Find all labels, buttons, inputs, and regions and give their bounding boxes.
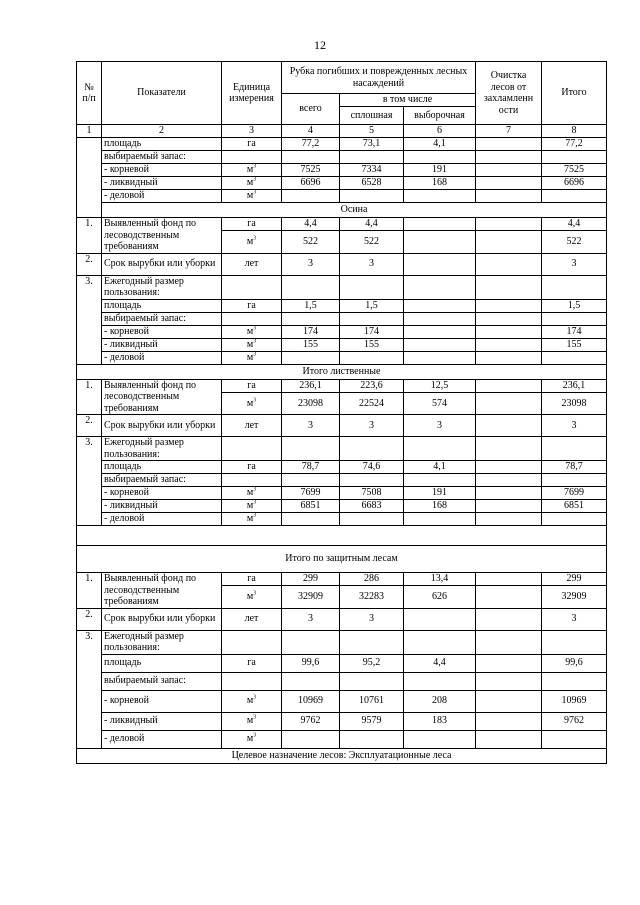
- cell-value: 22524: [340, 392, 404, 414]
- cell-value: 3: [282, 253, 340, 275]
- cell-value: 77,2: [282, 138, 340, 151]
- header-unit: Единица измерения: [222, 62, 282, 125]
- table-row: [77, 573, 607, 586]
- cell-value: 13,4: [404, 573, 476, 586]
- section-title: Итого по защитным лесам: [77, 546, 607, 573]
- header-indicators: Показатели: [102, 62, 222, 125]
- table-row: [77, 608, 607, 630]
- header-total: всего: [282, 94, 340, 125]
- table-row: [77, 415, 607, 437]
- row-label: Ежегодный размер пользования:: [102, 437, 222, 461]
- cell-value: 299: [542, 573, 607, 586]
- table-row: [77, 730, 607, 748]
- cell-value: 7699: [542, 487, 607, 500]
- row-label: площадь: [102, 654, 222, 672]
- cell-value: [476, 487, 542, 500]
- cell-value: 99,6: [282, 654, 340, 672]
- table-row: [77, 275, 607, 299]
- col-number: 8: [542, 125, 607, 138]
- row-num: 2.: [77, 415, 102, 437]
- cell-value: 1,5: [282, 299, 340, 312]
- row-num: 1.: [77, 379, 102, 415]
- table-row: [77, 351, 607, 364]
- cell-value: 7334: [340, 164, 404, 177]
- row-unit: $м^3$: [222, 164, 282, 177]
- cell-value: 174: [282, 325, 340, 338]
- row-label: - корневой: [102, 325, 222, 338]
- table-row: [77, 151, 607, 164]
- spacer-row: [77, 526, 607, 546]
- cell-value: [404, 608, 476, 630]
- row-unit: га: [222, 654, 282, 672]
- cell-value: 23098: [282, 392, 340, 414]
- cell-value: 99,6: [542, 654, 607, 672]
- cell-value: [476, 586, 542, 608]
- row-unit: га: [222, 379, 282, 392]
- cell-value: 3: [542, 415, 607, 437]
- header-including: в том числе: [340, 94, 476, 107]
- cell-value: 168: [404, 177, 476, 190]
- row-unit: га: [222, 461, 282, 474]
- cell-value: 3: [542, 253, 607, 275]
- row-label: площадь: [102, 461, 222, 474]
- cell-value: 522: [282, 231, 340, 253]
- col-number: 7: [476, 125, 542, 138]
- table-row: [77, 654, 607, 672]
- table-row: [77, 500, 607, 513]
- section-title: Итого лиственные: [77, 364, 607, 379]
- cell-value: 6851: [282, 500, 340, 513]
- cell-value: 4,1: [404, 461, 476, 474]
- row-label: - деловой: [102, 351, 222, 364]
- cell-value: 168: [404, 500, 476, 513]
- cell-value: 74,6: [340, 461, 404, 474]
- cell-value: [476, 573, 542, 586]
- col-number: 3: [222, 125, 282, 138]
- cell-value: 6683: [340, 500, 404, 513]
- row-label: Срок вырубки или уборки: [102, 415, 222, 437]
- col-number: 1: [77, 125, 102, 138]
- table-row: [77, 712, 607, 730]
- cell-value: [476, 415, 542, 437]
- cell-value: [476, 325, 542, 338]
- cell-value: 574: [404, 392, 476, 414]
- page-number: 12: [314, 38, 326, 52]
- cell-value: 236,1: [282, 379, 340, 392]
- table-row: [77, 379, 607, 392]
- cell-value: 9579: [340, 712, 404, 730]
- row-label: - корневой: [102, 164, 222, 177]
- row-unit: га: [222, 573, 282, 586]
- table-row: [77, 299, 607, 312]
- cell-value: [476, 231, 542, 253]
- cell-value: 78,7: [542, 461, 607, 474]
- cell-value: [404, 253, 476, 275]
- column-numbers-row: [77, 125, 607, 138]
- cell-value: [476, 654, 542, 672]
- cell-value: [476, 253, 542, 275]
- cell-value: 4,4: [542, 218, 607, 231]
- header-num: № п/п: [77, 62, 102, 125]
- cell-value: 7508: [340, 487, 404, 500]
- section-title: Осина: [102, 203, 607, 218]
- cell-value: 155: [542, 338, 607, 351]
- row-unit: $м^3$: [222, 351, 282, 364]
- cell-value: 3: [340, 253, 404, 275]
- header-itogo: Итого: [542, 62, 607, 125]
- row-label: выбираемый запас:: [102, 672, 222, 690]
- cell-value: [404, 299, 476, 312]
- table-row: [77, 690, 607, 712]
- row-label: выбираемый запас:: [102, 474, 222, 487]
- cell-value: [476, 299, 542, 312]
- cell-value: [404, 338, 476, 351]
- cell-value: 6528: [340, 177, 404, 190]
- cell-value: 155: [282, 338, 340, 351]
- section-title: Целевое назначение лесов: Эксплуатационные леса: [77, 748, 607, 763]
- row-unit: $м^3$: [222, 712, 282, 730]
- cell-value: [476, 392, 542, 414]
- section-title-row: [77, 748, 607, 763]
- row-num: [77, 138, 102, 218]
- cell-value: 1,5: [542, 299, 607, 312]
- cell-value: 522: [542, 231, 607, 253]
- cell-value: [476, 218, 542, 231]
- cell-value: 32909: [282, 586, 340, 608]
- cell-value: 6851: [542, 500, 607, 513]
- row-num: 3.: [77, 275, 102, 364]
- row-unit: $м^3$: [222, 177, 282, 190]
- cell-value: [476, 712, 542, 730]
- row-label: выбираемый запас:: [102, 151, 222, 164]
- cell-value: 95,2: [340, 654, 404, 672]
- row-unit: $м^3$: [222, 325, 282, 338]
- cell-value: 183: [404, 712, 476, 730]
- row-label: Срок вырубки или уборки: [102, 253, 222, 275]
- row-label: Ежегодный размер пользования:: [102, 630, 222, 654]
- cell-value: 6696: [282, 177, 340, 190]
- row-unit: лет: [222, 415, 282, 437]
- row-label: - деловой: [102, 513, 222, 526]
- cell-value: 522: [340, 231, 404, 253]
- cell-value: 7525: [282, 164, 340, 177]
- table-row: [77, 338, 607, 351]
- cell-value: 32283: [340, 586, 404, 608]
- row-unit: $м^3$: [222, 392, 282, 414]
- header-felling: Рубка погибших и поврежденных лесных насаждений: [282, 62, 476, 94]
- row-num: 1.: [77, 573, 102, 609]
- row-label: - ликвидный: [102, 177, 222, 190]
- row-unit: га: [222, 218, 282, 231]
- row-label: - ликвидный: [102, 500, 222, 513]
- table-row: [77, 190, 607, 203]
- cell-value: 4,1: [404, 138, 476, 151]
- row-unit: $м^3$: [222, 513, 282, 526]
- cell-value: 191: [404, 487, 476, 500]
- cell-value: 9762: [542, 712, 607, 730]
- row-label: - корневой: [102, 487, 222, 500]
- cell-value: [476, 608, 542, 630]
- cell-value: 626: [404, 586, 476, 608]
- cell-value: 10969: [542, 690, 607, 712]
- row-label: площадь: [102, 138, 222, 151]
- table-row: [77, 474, 607, 487]
- section-title-row: [77, 203, 607, 218]
- row-label: - корневой: [102, 690, 222, 712]
- section-title-row: [77, 546, 607, 573]
- cell-value: 7525: [542, 164, 607, 177]
- row-unit: лет: [222, 608, 282, 630]
- cell-value: 3: [340, 415, 404, 437]
- cell-value: [404, 218, 476, 231]
- row-num: 3.: [77, 630, 102, 748]
- row-unit: $м^3$: [222, 338, 282, 351]
- cell-value: 299: [282, 573, 340, 586]
- row-unit: $м^3$: [222, 690, 282, 712]
- cell-value: 236,1: [542, 379, 607, 392]
- cell-value: [404, 325, 476, 338]
- cell-value: 10969: [282, 690, 340, 712]
- row-unit: $м^3$: [222, 190, 282, 203]
- cell-value: 3: [404, 415, 476, 437]
- table-row: [77, 672, 607, 690]
- row-label: Выявленный фонд по лесоводственным требованиям: [102, 573, 222, 609]
- cell-value: 4,4: [282, 218, 340, 231]
- table-row: [77, 325, 607, 338]
- row-num: 2.: [77, 253, 102, 275]
- cell-value: 3: [340, 608, 404, 630]
- cell-value: 32909: [542, 586, 607, 608]
- col-number: 4: [282, 125, 340, 138]
- cell-value: 7699: [282, 487, 340, 500]
- cell-value: 9762: [282, 712, 340, 730]
- table-row: [77, 312, 607, 325]
- cell-value: 3: [542, 608, 607, 630]
- row-label: - ликвидный: [102, 338, 222, 351]
- table-row: [77, 253, 607, 275]
- cell-value: 77,2: [542, 138, 607, 151]
- table-row: [77, 177, 607, 190]
- table-row: [77, 437, 607, 461]
- cell-value: 155: [340, 338, 404, 351]
- row-label: - деловой: [102, 730, 222, 748]
- header-cleaning: Очистка лесов от захламленн ости: [476, 62, 542, 125]
- row-label: Срок вырубки или уборки: [102, 608, 222, 630]
- table-row: [77, 164, 607, 177]
- col-number: 6: [404, 125, 476, 138]
- table-row: [77, 218, 607, 231]
- row-label: Выявленный фонд по лесоводственным требованиям: [102, 218, 222, 254]
- cell-value: [476, 177, 542, 190]
- cell-value: [404, 231, 476, 253]
- row-label: площадь: [102, 299, 222, 312]
- cell-value: 3: [282, 415, 340, 437]
- cell-value: 12,5: [404, 379, 476, 392]
- row-label: Выявленный фонд по лесоводственным требованиям: [102, 379, 222, 415]
- col-number: 5: [340, 125, 404, 138]
- row-unit: га: [222, 299, 282, 312]
- row-num: 1.: [77, 218, 102, 254]
- cell-value: 286: [340, 573, 404, 586]
- cell-value: 23098: [542, 392, 607, 414]
- cell-value: 4,4: [404, 654, 476, 672]
- row-label: - деловой: [102, 190, 222, 203]
- col-number: 2: [102, 125, 222, 138]
- cell-value: [476, 338, 542, 351]
- cell-value: 78,7: [282, 461, 340, 474]
- table-row: [77, 513, 607, 526]
- cell-value: [476, 379, 542, 392]
- cell-value: 73,1: [340, 138, 404, 151]
- cell-value: 208: [404, 690, 476, 712]
- header-selective: выборочная: [404, 107, 476, 125]
- table-row: [77, 487, 607, 500]
- table-row: [77, 138, 607, 151]
- header-solid: сплошная: [340, 107, 404, 125]
- cell-value: [476, 461, 542, 474]
- cell-value: 174: [340, 325, 404, 338]
- row-label: Ежегодный размер пользования:: [102, 275, 222, 299]
- row-num: 3.: [77, 437, 102, 526]
- forest-use-table: [76, 61, 607, 764]
- row-unit: $м^3$: [222, 730, 282, 748]
- cell-value: [476, 500, 542, 513]
- cell-value: 174: [542, 325, 607, 338]
- row-unit: $м^3$: [222, 586, 282, 608]
- cell-value: [476, 690, 542, 712]
- cell-value: 223,6: [340, 379, 404, 392]
- row-label: - ликвидный: [102, 712, 222, 730]
- cell-value: 6696: [542, 177, 607, 190]
- section-title-row: [77, 364, 607, 379]
- cell-value: 4,4: [340, 218, 404, 231]
- row-num: 2.: [77, 608, 102, 630]
- cell-value: [476, 164, 542, 177]
- cell-value: 191: [404, 164, 476, 177]
- row-unit: $м^3$: [222, 487, 282, 500]
- cell-value: 1,5: [340, 299, 404, 312]
- cell-value: 10761: [340, 690, 404, 712]
- table-row: [77, 630, 607, 654]
- row-unit: $м^3$: [222, 231, 282, 253]
- row-unit: га: [222, 138, 282, 151]
- row-unit: лет: [222, 253, 282, 275]
- row-label: выбираемый запас:: [102, 312, 222, 325]
- row-unit: $м^3$: [222, 500, 282, 513]
- cell-value: [476, 138, 542, 151]
- cell-value: 3: [282, 608, 340, 630]
- table-row: [77, 461, 607, 474]
